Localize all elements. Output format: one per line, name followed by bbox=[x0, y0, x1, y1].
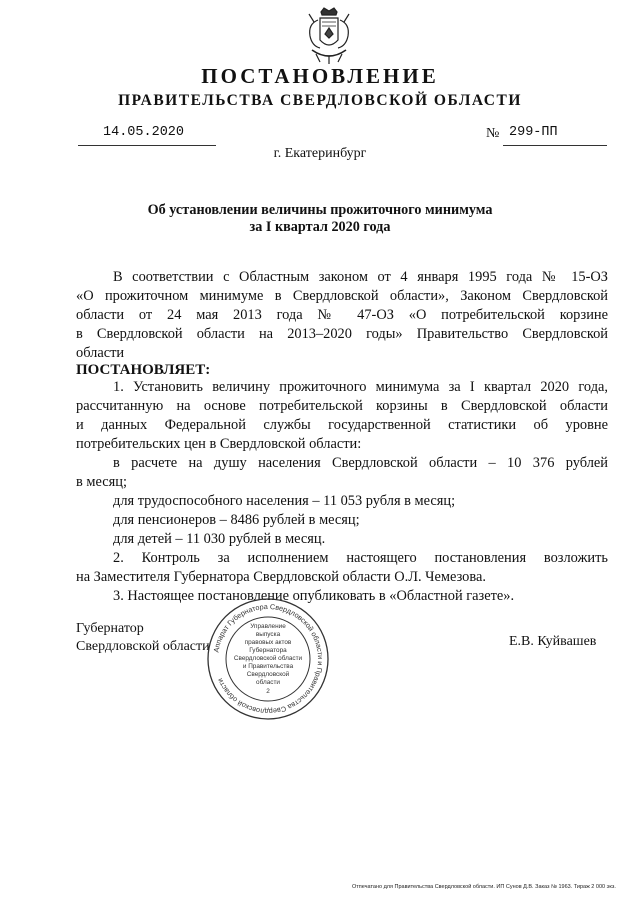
city: г. Екатеринбург bbox=[273, 146, 367, 161]
stamp-center-text: Управление bbox=[250, 623, 286, 630]
item1-line: потребительских цен в Свердловской области: bbox=[76, 436, 362, 452]
item1-line: и данных Федеральной службы государственной статистики об уровне bbox=[76, 417, 608, 433]
per-capita-line: в расчете на душу населения Свердловской области – 10 376 рублей bbox=[113, 455, 608, 471]
item2-line: на Заместителя Губернатора Свердловской области О.Л. Чемезова. bbox=[76, 569, 486, 585]
item2-line: 2. Контроль за исполнением настоящего постановления возложить bbox=[113, 550, 608, 566]
per-capita-line: в месяц; bbox=[76, 474, 127, 490]
stamp-center-text: 2 bbox=[266, 688, 270, 695]
stamp-center-text: выпуска bbox=[255, 631, 281, 638]
item1-line: 1. Установить величину прожиточного минимума за I квартал 2020 года, bbox=[113, 379, 608, 395]
preamble-line: В соответствии с Областным законом от 4 января 1995 года № 15-ОЗ bbox=[113, 269, 608, 285]
number-sign: № bbox=[486, 126, 500, 141]
document-date: 14.05.2020 bbox=[103, 125, 185, 140]
stamp-center-text: Свердловской bbox=[246, 671, 290, 678]
coat-of-arms-emblem bbox=[300, 6, 358, 66]
print-footer: Отпечатано для Правительства Свердловской области. ИП Сунов Д.В. Заказ № 1963. Тираж 2 000 экз. bbox=[352, 884, 616, 890]
heading-line-1: Об установлении величины прожиточного минимума bbox=[147, 202, 493, 218]
preamble-line: в Свердловской области на 2013–2020 годы» Правительство Свердловской bbox=[76, 326, 608, 342]
children-value: для детей – 11 030 рублей в месяц. bbox=[113, 531, 326, 547]
stamp-center-text: области bbox=[256, 679, 280, 686]
round-seal-stamp bbox=[206, 597, 330, 721]
stamp-center-text: Губернатора bbox=[249, 647, 287, 654]
stamp-center-text: правовых актов bbox=[244, 639, 292, 646]
preamble-line: области от 24 мая 2013 года № 47-ОЗ «О потребительской корзине bbox=[76, 307, 608, 323]
working-population-value: для трудоспособного населения – 11 053 рубля в месяц; bbox=[113, 493, 456, 509]
issuer-subtitle: ПРАВИТЕЛЬСТВА СВЕРДЛОВСКОЙ ОБЛАСТИ bbox=[118, 92, 522, 109]
signatory-position-line-1: Губернатор bbox=[76, 621, 144, 636]
item1-line: рассчитанную на основе потребительской корзины в Свердловской области bbox=[76, 398, 608, 414]
heading-line-2: за I квартал 2020 года bbox=[249, 219, 391, 235]
preamble-line: области bbox=[76, 345, 125, 361]
document-type-title: ПОСТАНОВЛЕНИЕ bbox=[201, 64, 439, 88]
document-number: 299-ПП bbox=[509, 125, 558, 140]
stamp-center-text: Свердловской области bbox=[233, 655, 303, 662]
pensioners-value: для пенсионеров – 8486 рублей в месяц; bbox=[113, 512, 360, 528]
stamp-ring-text: Аппарат Губернатора Свердловской области и Правительства Свердловской области bbox=[211, 601, 326, 717]
signatory-position-line-2: Свердловской области bbox=[76, 639, 210, 654]
stamp-center-text: и Правительства bbox=[242, 663, 294, 670]
preamble-line: «О прожиточном минимуме в Свердловской области», Законом Свердловской bbox=[76, 288, 608, 304]
item3-line: 3. Настоящее постановление опубликовать в «Областной газете». bbox=[113, 588, 515, 604]
signatory-name: Е.В. Куйвашев bbox=[509, 634, 597, 649]
resolves-heading: ПОСТАНОВЛЯЕТ: bbox=[76, 362, 211, 378]
